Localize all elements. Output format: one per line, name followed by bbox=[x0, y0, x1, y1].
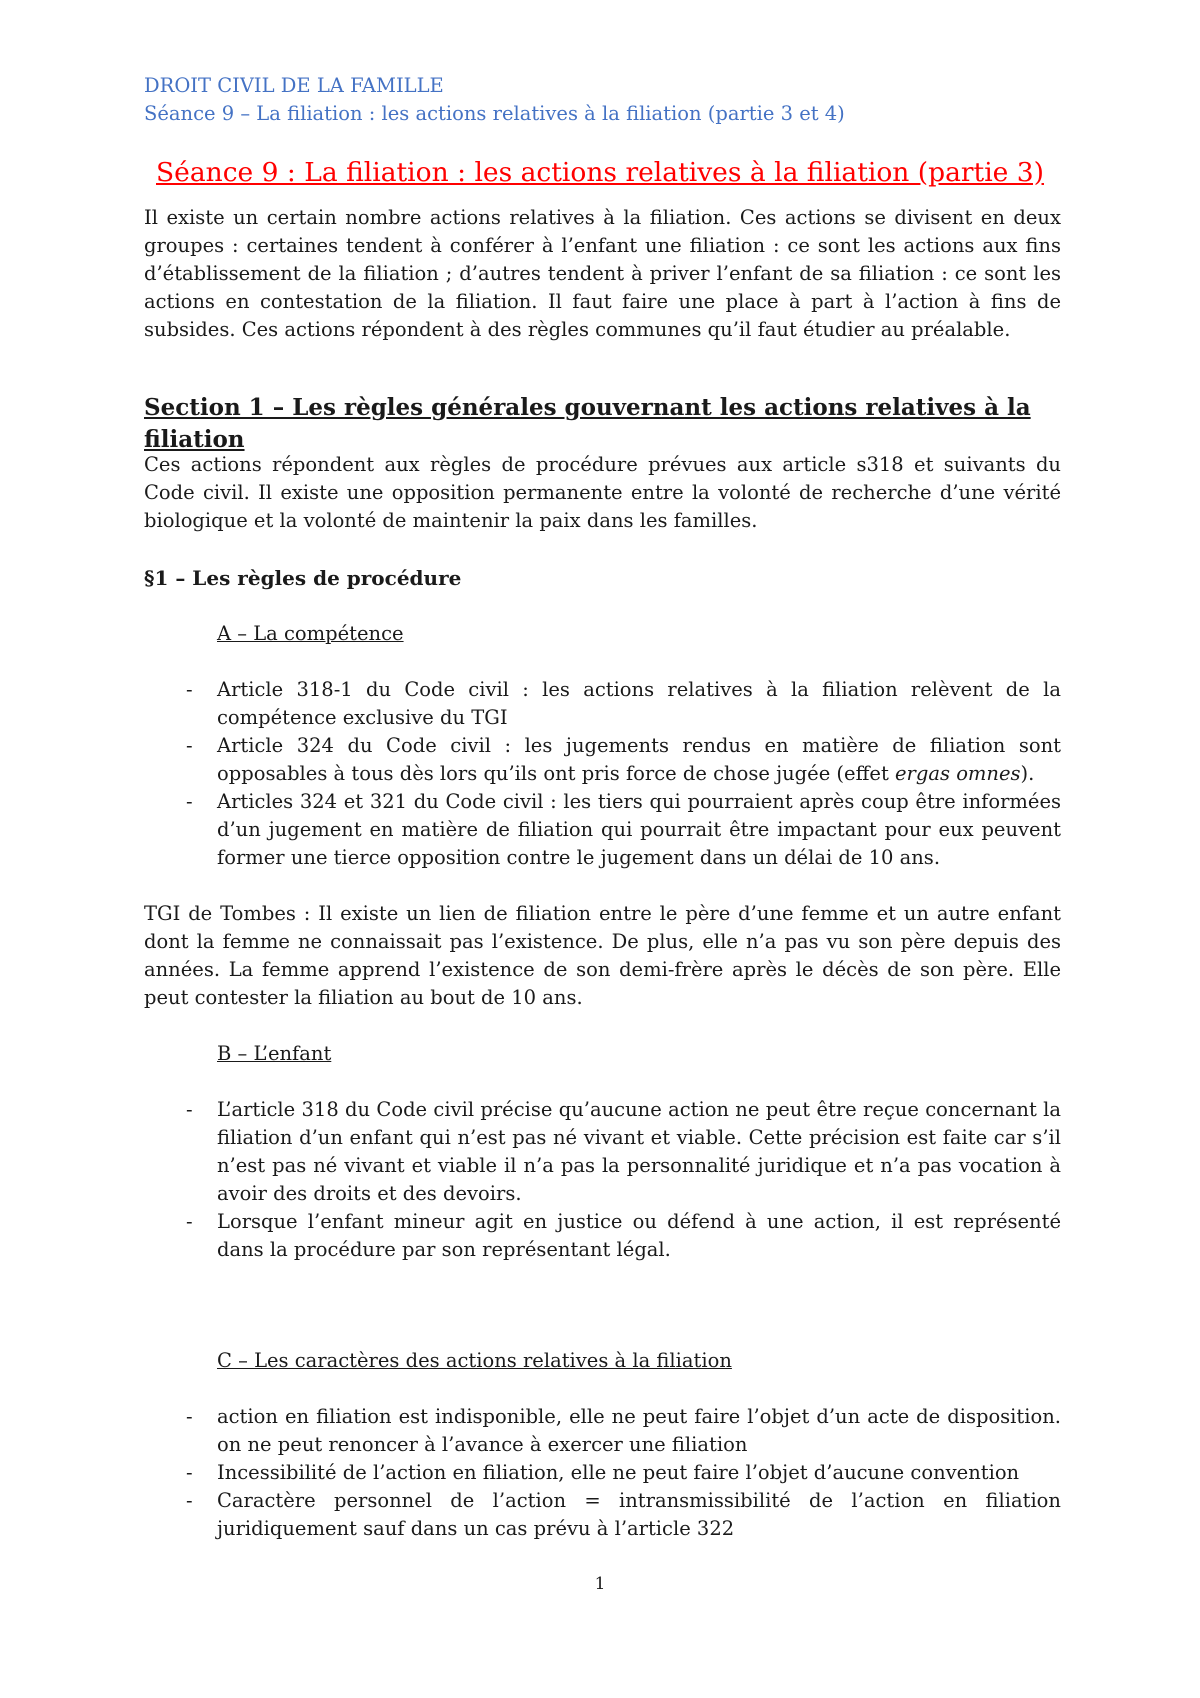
list-item bbox=[144, 788, 1061, 872]
section-1-title: Section 1 – Les règles générales gouvernant les actions relatives à la filiation bbox=[144, 394, 1031, 453]
page-number: 1 bbox=[594, 1574, 606, 1594]
list-item-text: action en filiation est indisponible, elle ne peut faire l’objet d’un acte de disposition. on ne peut renoncer à l’avance à exercer une filiation bbox=[217, 1405, 1061, 1456]
paragraph-1-title: §1 – Les règles de procédure bbox=[144, 566, 462, 590]
list-item-text: L’article 318 du Code civil précise qu’aucune action ne peut être reçue concernant la filiation d’un enfant qui n’est pas né vivant et viable. Cette précision est faite car s’il n’est pas né vivant et viable il n’a pas la personnalité juridique et n’a pas vocation à avoir des droits et des devoirs. bbox=[217, 1098, 1061, 1205]
section-1-intro: Ces actions répondent aux règles de procédure prévues aux article s318 et suivants du Code civil. Il existe une opposition permanente entre la volonté de recherche d’une vérité biologique et la volonté de maintenir la paix dans les familles. bbox=[144, 453, 1061, 532]
list-item bbox=[144, 1096, 1061, 1208]
header-session-title: Séance 9 – La filiation : les actions relatives à la filiation (partie 3 et 4) bbox=[144, 102, 845, 125]
list-item-end: ). bbox=[1020, 762, 1035, 785]
list-item-text: Incessibilité de l’action en filiation, elle ne peut faire l’objet d’aucune convention bbox=[217, 1461, 1020, 1484]
subsection-b-list bbox=[144, 1096, 1061, 1264]
list-item bbox=[144, 1403, 1061, 1459]
subsection-a-list bbox=[144, 676, 1061, 872]
document-header bbox=[144, 72, 845, 128]
list-item-italic: ergas omnes bbox=[895, 762, 1021, 785]
list-item-text: Article 318-1 du Code civil : les actions relatives à la filiation relèvent de la compétence exclusive du TGI bbox=[217, 678, 1061, 729]
subsection-b-title: B – L’enfant bbox=[217, 1042, 332, 1065]
subsection-a-title: A – La compétence bbox=[217, 622, 404, 645]
list-item-text: Article 324 du Code civil : les jugements rendus en matière de filiation sont opposables à tous dès lors qu’ils ont pris force de chose jugée (effet bbox=[217, 734, 1061, 785]
list-item bbox=[144, 1487, 1061, 1543]
list-item-text: Articles 324 et 321 du Code civil : les tiers qui pourraient après coup être informées d’un jugement en matière de filiation qui pourrait être impactant pour eux peuvent former une tierce opposition contre le jugement dans un délai de 10 ans. bbox=[217, 790, 1061, 869]
list-item-text: Lorsque l’enfant mineur agit en justice ou défend à une action, il est représenté dans la procédure par son représentant légal. bbox=[217, 1210, 1061, 1261]
list-item-text: Caractère personnel de l’action = intransmissibilité de l’action en filiation juridiquement sauf dans un cas prévu à l’article 322 bbox=[217, 1489, 1061, 1540]
list-item bbox=[144, 1208, 1061, 1264]
subsection-c-list bbox=[144, 1403, 1061, 1543]
intro-paragraph: Il existe un certain nombre actions relatives à la filiation. Ces actions se divisent en deux groupes : certaines tendent à conférer à l’enfant une filiation : ce sont les actions aux fins d’établissement de la filiation ; d’autres tendent à priver l’enfant de sa filiation : ce sont les actions en contestation de la filiation. Il faut faire une place à part à l’action à fins de subsides. Ces actions répondent à des règles communes qu’il faut étudier au préalable. bbox=[144, 206, 1061, 341]
subsection-c-title: C – Les caractères des actions relatives à la filiation bbox=[217, 1349, 732, 1372]
page-title: Séance 9 : La filiation : les actions relatives à la filiation (partie 3) bbox=[156, 157, 1044, 188]
header-course-title: DROIT CIVIL DE LA FAMILLE bbox=[144, 74, 444, 97]
case-paragraph: TGI de Tombes : Il existe un lien de filiation entre le père d’une femme et un autre enfant dont la femme ne connaissait pas l’existence. De plus, elle n’a pas vu son père depuis des années. La femme apprend l’existence de son demi-frère après le décès de son père. Elle peut contester la filiation au bout de 10 ans. bbox=[144, 902, 1061, 1009]
list-item bbox=[144, 676, 1061, 732]
list-item bbox=[144, 1459, 1061, 1487]
list-item bbox=[144, 732, 1061, 788]
